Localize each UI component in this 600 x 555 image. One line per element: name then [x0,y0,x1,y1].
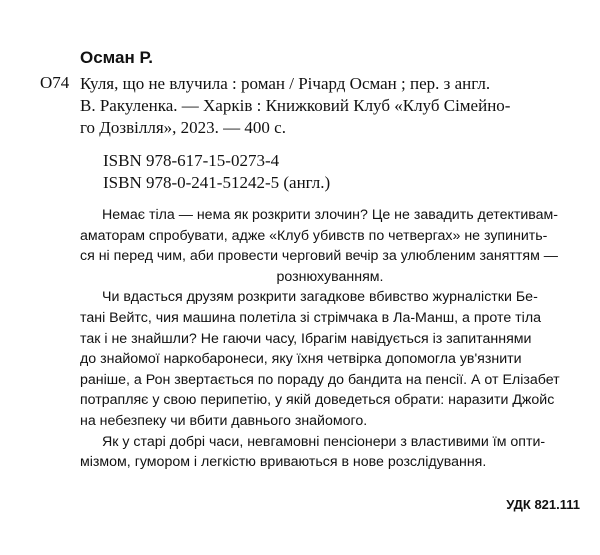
biblio-line: В. Ракуленка. — Харків : Книжковий Клуб «Клуб Сімейно- [80,96,511,115]
annotation-line: тані Вейтс, чия машина полетіла зі стрімчака в Ла-Манш, а проте тіла [80,309,541,326]
annotation-line: потрапляє у свою перипетію, у якій доведеться обрати: наразити Джойс [80,392,555,409]
annotation-line: Чи вдасться друзям розкрити загадкове вбивство журналістки Бе- [102,289,538,306]
annotation-line: Як у старі добрі часи, невгамовні пенсіонери з властивими їм опти- [102,433,546,450]
udk-code: УДК 821.111 [506,497,580,512]
annotation [80,205,580,473]
annotation-line: до знайомої наркобаронеси, яку їхня четвірка допомогла ув'язнити [80,351,522,368]
annotation-line: Немає тіла — нема як розкрити злочин? Це не завадить детективам- [102,207,559,223]
annotation-line: так і не знайшли? Не гаючи часу, Ібрагім навідується із запитаннями [80,330,532,347]
catalog-code: О74 [40,73,70,92]
annotation-line: раніше, а Рон звертається по пораду до бандита на пенсії. А от Елізабет [80,371,560,388]
annotation-line: аматорам спробувати, адже «Клуб убивств по четвергах» не зупинить- [80,227,548,244]
biblio-line: го Дозвілля», 2023. — 400 с. [80,118,286,137]
author-name: Осман Р. [80,48,153,67]
bibliographic-description [80,73,580,139]
annotation-line: на небезпеку чи вбити давнього знайомого. [80,412,368,429]
isbn-ukrainian: ISBN 978-617-15-0273-4 [103,151,280,170]
annotation-line: мізмом, гумором і легкістю вриваються в нове розслідування. [80,454,487,471]
isbn-block [103,150,330,194]
annotation-line: ся ні перед чим, аби провести черговий вечір за улюбленим заняттям — [80,248,558,265]
biblio-line: Куля, що не влучила : роман / Річард Осман ; пер. з англ. [80,74,491,93]
isbn-english: ISBN 978-0-241-51242-5 (англ.) [103,173,331,192]
annotation-line: рознюхуванням. [276,268,384,285]
